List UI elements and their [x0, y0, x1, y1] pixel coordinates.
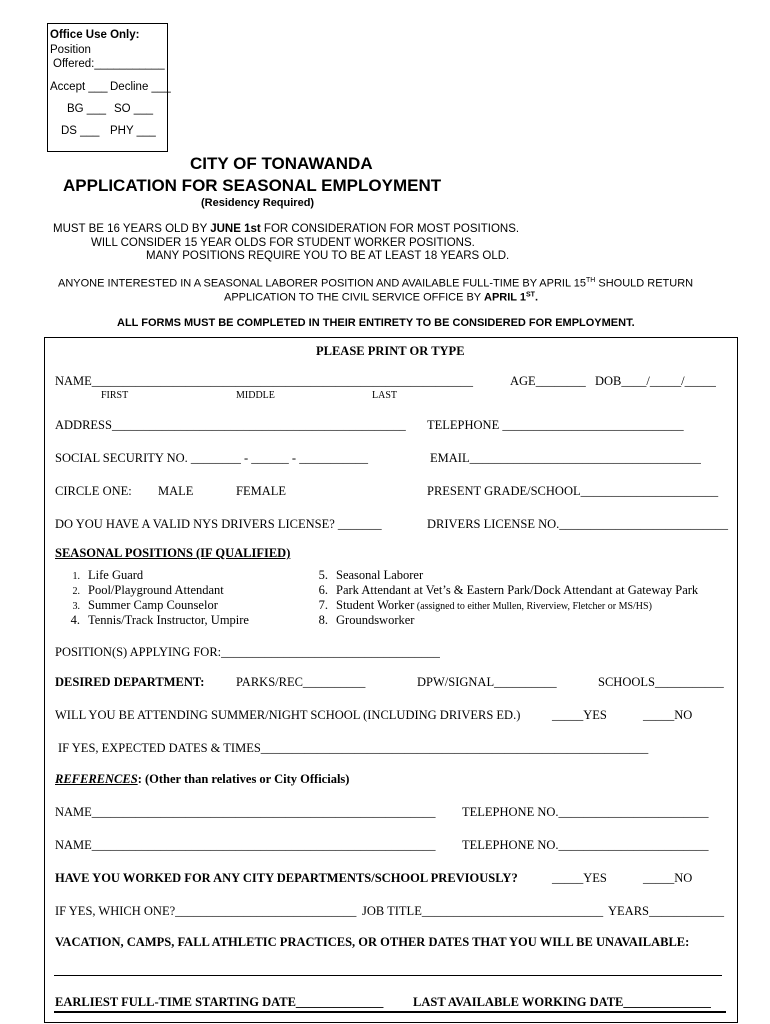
middle-name-caption: MIDDLE: [236, 390, 275, 401]
office-bg-field[interactable]: BG ___: [67, 103, 106, 115]
position-item: 4. Tennis/Track Instructor, Umpire: [70, 613, 249, 627]
application-form: [44, 337, 738, 1023]
worked-previously-yes[interactable]: _____YES: [552, 871, 607, 885]
telephone-field[interactable]: TELEPHONE _____________________________: [427, 418, 684, 432]
office-use-title: Office Use Only:: [50, 29, 140, 41]
email-field[interactable]: EMAIL_____________________________________: [430, 451, 701, 465]
laborer-notice-line2: APPLICATION TO THE CIVIL SERVICE OFFICE BY APRIL 1ST.: [224, 291, 538, 304]
grade-school-field[interactable]: PRESENT GRADE/SCHOOL______________________: [427, 484, 719, 498]
office-position-label: Position: [50, 44, 91, 56]
position-applying-field[interactable]: POSITION(S) APPLYING FOR:___________________________________: [55, 645, 440, 659]
position-item: 2. Pool/Playground Attendant: [72, 583, 224, 597]
last-working-date-field[interactable]: LAST AVAILABLE WORKING DATE______________: [413, 995, 711, 1009]
residency-note: (Residency Required): [201, 197, 315, 209]
position-item: 5. Seasonal Laborer: [318, 568, 424, 582]
license-question-field[interactable]: DO YOU HAVE A VALID NYS DRIVERS LICENSE? _______: [55, 517, 382, 531]
reference-telephone-field[interactable]: TELEPHONE NO.________________________: [462, 838, 709, 852]
office-phy-field[interactable]: PHY ___: [110, 125, 156, 137]
worked-previously-question: HAVE YOU WORKED FOR ANY CITY DEPARTMENTS/SCHOOL PREVIOUSLY?: [55, 871, 518, 885]
ssn-field[interactable]: SOCIAL SECURITY NO. ________ - ______ - ___________: [55, 451, 368, 465]
summer-school-question: WILL YOU BE ATTENDING SUMMER/NIGHT SCHOOL (INCLUDING DRIVERS ED.): [55, 708, 521, 722]
address-field[interactable]: ADDRESS_______________________________________________: [55, 418, 406, 432]
female-option[interactable]: FEMALE: [236, 484, 286, 498]
dpw-signal-field[interactable]: DPW/SIGNAL__________: [417, 675, 557, 689]
all-forms-notice: ALL FORMS MUST BE COMPLETED IN THEIR ENTIRETY TO BE CONSIDERED FOR EMPLOYMENT.: [117, 317, 635, 329]
job-title-field[interactable]: JOB TITLE_____________________________: [362, 904, 604, 918]
summer-school-yes[interactable]: _____YES: [552, 708, 607, 722]
last-name-caption: LAST: [372, 390, 397, 401]
reference-name-field[interactable]: NAME_______________________________________________________: [55, 838, 436, 852]
age-requirement-line2: WILL CONSIDER 15 YEAR OLDS FOR STUDENT WORKER POSITIONS.: [91, 237, 475, 249]
office-use-box: [47, 23, 171, 152]
bottom-rule: [54, 1011, 726, 1013]
reference-telephone-field[interactable]: TELEPHONE NO.________________________: [462, 805, 709, 819]
application-title: APPLICATION FOR SEASONAL EMPLOYMENT: [63, 176, 442, 195]
reference-name-field[interactable]: NAME_______________________________________________________: [55, 805, 436, 819]
office-so-field[interactable]: SO ___: [114, 103, 153, 115]
office-ds-field[interactable]: DS ___: [61, 125, 100, 137]
worked-previously-no[interactable]: _____NO: [643, 871, 693, 885]
position-item: 1. Life Guard: [72, 568, 144, 582]
parks-rec-field[interactable]: PARKS/REC__________: [236, 675, 366, 689]
which-department-field[interactable]: IF YES, WHICH ONE?_____________________________: [55, 904, 357, 918]
expected-dates-field[interactable]: IF YES, EXPECTED DATES & TIMES______________________________________________________________: [58, 741, 649, 755]
office-accept-field[interactable]: Accept ___: [50, 81, 108, 93]
unavailable-dates-line[interactable]: [54, 975, 722, 976]
age-requirement-line3: MANY POSITIONS REQUIRE YOU TO BE AT LEAST 18 YEARS OLD.: [146, 250, 510, 262]
position-item: 8. Groundsworker: [318, 613, 415, 627]
circle-one-label: CIRCLE ONE:: [55, 484, 132, 498]
dob-field[interactable]: DOB____/_____/_____: [595, 374, 716, 388]
position-item: 7. Student Worker (assigned to either Mullen, Riverview, Fletcher or MS/HS): [318, 598, 652, 612]
age-requirement-line1: MUST BE 16 YEARS OLD BY JUNE 1st FOR CONSIDERATION FOR MOST POSITIONS.: [53, 223, 520, 235]
earliest-start-date-field[interactable]: EARLIEST FULL-TIME STARTING DATE______________: [55, 995, 384, 1009]
office-decline-field[interactable]: Decline ___: [110, 81, 171, 93]
name-field[interactable]: NAME_____________________________________________________________: [55, 374, 474, 388]
office-offered-field[interactable]: Offered:___________: [53, 58, 165, 70]
laborer-notice-line1: ANYONE INTERESTED IN A SEASONAL LABORER POSITION AND AVAILABLE FULL-TIME BY APRIL 15TH SHOULD RETURN: [58, 277, 694, 290]
age-field[interactable]: AGE________: [510, 374, 586, 388]
references-heading: REFERENCES: (Other than relatives or City Officials): [55, 772, 350, 786]
position-item: 6. Park Attendant at Vet’s & Eastern Park/Dock Attendant at Gateway Park: [318, 583, 699, 597]
schools-field[interactable]: SCHOOLS___________: [598, 675, 724, 689]
seasonal-positions-heading: SEASONAL POSITIONS (IF QUALIFIED): [55, 546, 291, 560]
print-instruction: PLEASE PRINT OR TYPE: [316, 344, 465, 358]
summer-school-no[interactable]: _____NO: [643, 708, 693, 722]
male-option[interactable]: MALE: [158, 484, 194, 498]
position-item: 3. Summer Camp Counselor: [72, 598, 218, 612]
license-number-field[interactable]: DRIVERS LICENSE NO.___________________________: [427, 517, 729, 531]
desired-department-label: DESIRED DEPARTMENT:: [55, 675, 205, 689]
years-field[interactable]: YEARS____________: [608, 904, 724, 918]
city-title: CITY OF TONAWANDA: [190, 154, 373, 173]
unavailable-dates-question: VACATION, CAMPS, FALL ATHLETIC PRACTICES, OR OTHER DATES THAT YOU WILL BE UNAVAILABLE:: [55, 935, 690, 949]
first-name-caption: FIRST: [101, 390, 129, 401]
